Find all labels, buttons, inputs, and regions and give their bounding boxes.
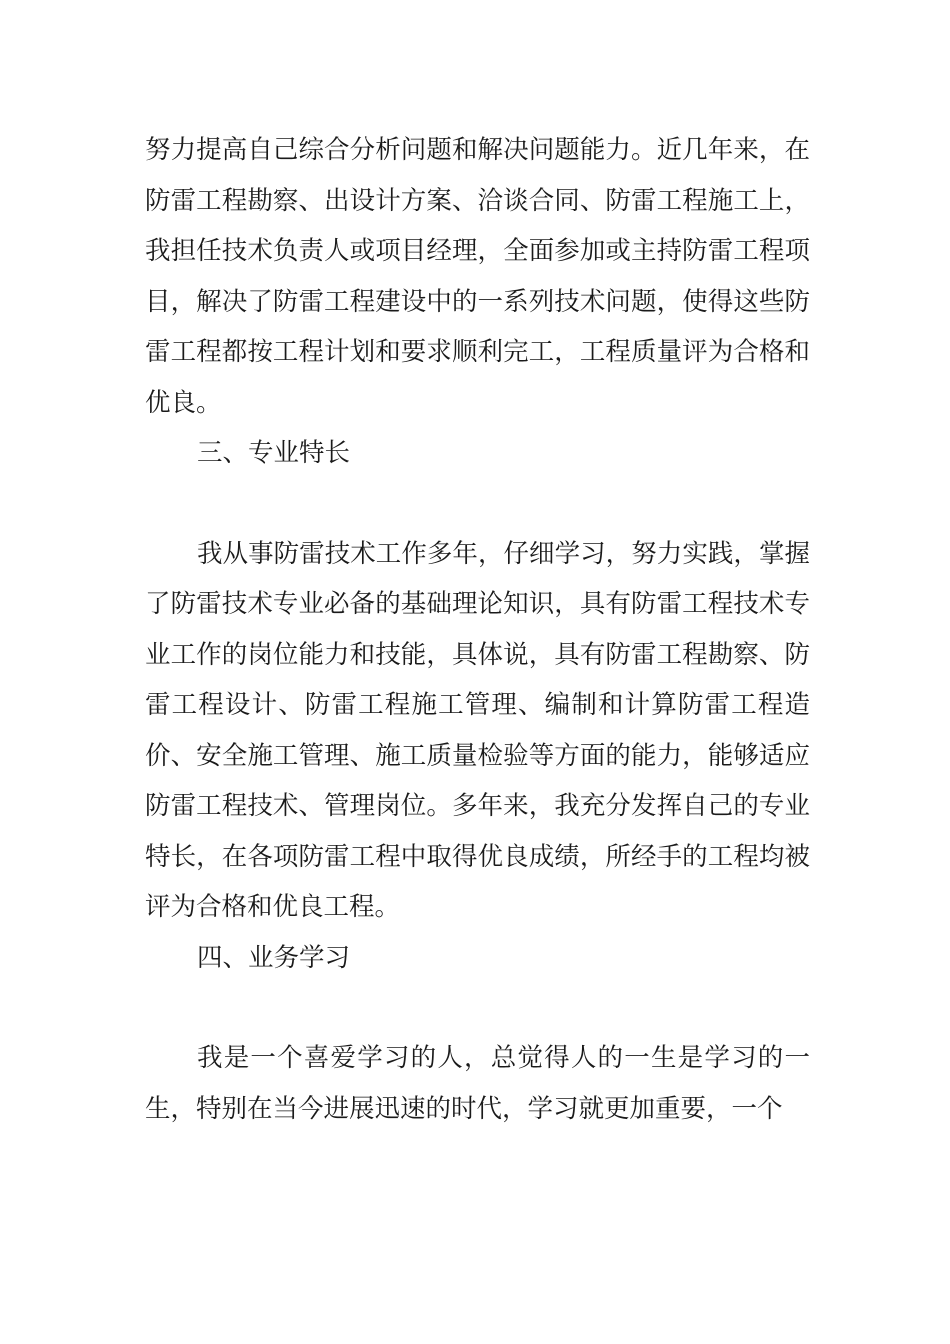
document-page xyxy=(145,125,810,1134)
paragraph-study: 我是一个喜爱学习的人，总觉得人的一生是学习的一生，特别在当今进展迅速的时代，学习就更加重要，一个 xyxy=(145,1043,810,1124)
section-heading-study: 四、业务学习 xyxy=(197,942,351,973)
paragraph-specialty: 我从事防雷技术工作多年，仔细学习，努力实践，掌握了防雷技术专业必备的基础理论知识，具有防雷工程技术专业工作的岗位能力和技能，具体说，具有防雷工程勘察、防雷工程设计、防雷工程施工管理、编制和计算防雷工程造价、安全施工管理、施工质量检验等方面的能力，能够适应防雷工程技术、管理岗位。多年来，我充分发挥自己的专业特长，在各项防雷工程中取得优良成绩，所经手的工程均被评为合格和优良工程。 xyxy=(145,538,810,922)
section-heading-specialty: 三、专业特长 xyxy=(197,438,351,468)
paragraph-work-experience: 努力提高自己综合分析问题和解决问题能力。近几年来，在防雷工程勘察、出设计方案、洽谈合同、防雷工程施工上，我担任技术负责人或项目经理，全面参加或主持防雷工程项目，解决了防雷工程建设中的一系列技术问题，使得这些防雷工程都按工程计划和要求顺利完工，工程质量评为合格和优良。 xyxy=(145,135,810,418)
